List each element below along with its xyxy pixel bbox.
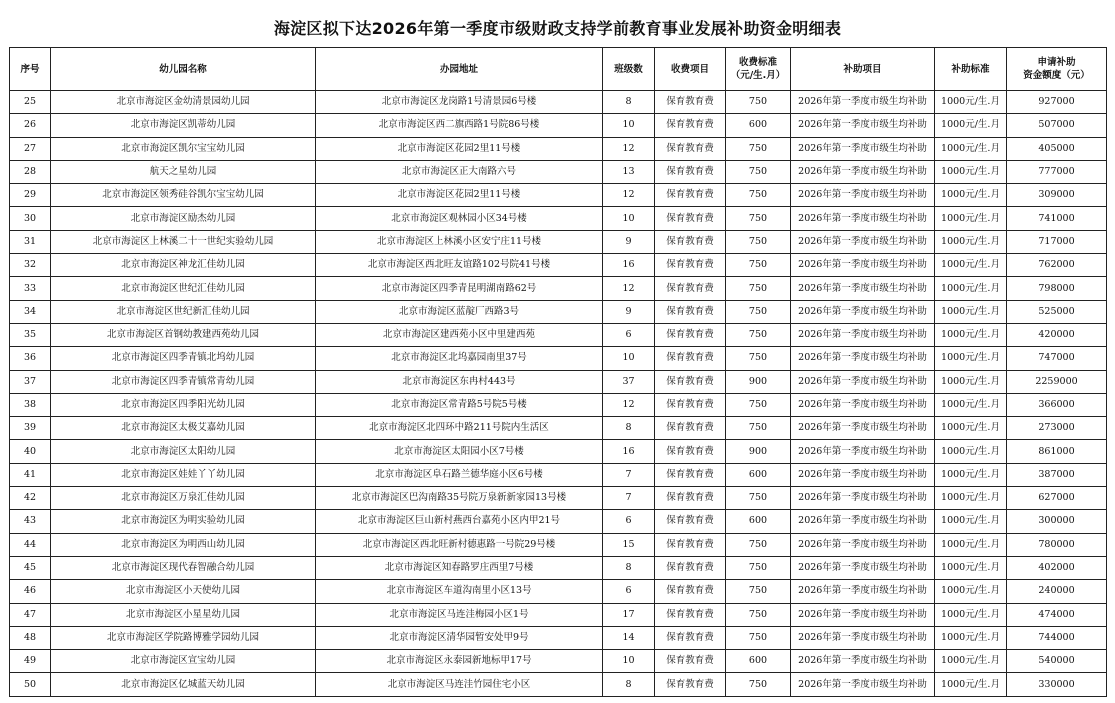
cell-subsidy-item: 2026年第一季度市级生均补助 [791,207,935,230]
cell-seq: 44 [10,533,51,556]
cell-subsidy-item: 2026年第一季度市级生均补助 [791,300,935,323]
cell-subsidy-item: 2026年第一季度市级生均补助 [791,347,935,370]
cell-subsidy-standard: 1000元/生.月 [935,347,1007,370]
cell-subsidy-standard: 1000元/生.月 [935,650,1007,673]
cell-seq: 32 [10,254,51,277]
header-classes: 班级数 [603,48,655,91]
cell-amount: 405000 [1007,137,1107,160]
table-row [10,463,1107,486]
cell-kindergarten-name: 北京市海淀区小天使幼儿园 [51,580,316,603]
cell-kindergarten-name: 北京市海淀区神龙汇佳幼儿园 [51,254,316,277]
cell-address: 北京市海淀区北坞嘉园南里37号 [316,347,603,370]
cell-amount: 330000 [1007,673,1107,696]
table-row [10,277,1107,300]
cell-kindergarten-name: 北京市海淀区凯蒂幼儿园 [51,114,316,137]
cell-fee-item: 保育教育费 [655,91,726,114]
table-row [10,137,1107,160]
cell-address: 北京市海淀区西二旗西路1号院86号楼 [316,114,603,137]
cell-address: 北京市海淀区永泰园新地标甲17号 [316,650,603,673]
cell-subsidy-item: 2026年第一季度市级生均补助 [791,603,935,626]
cell-fee-item: 保育教育费 [655,580,726,603]
cell-fee-standard: 750 [726,533,791,556]
cell-class-count: 12 [603,184,655,207]
cell-subsidy-item: 2026年第一季度市级生均补助 [791,417,935,440]
cell-subsidy-item: 2026年第一季度市级生均补助 [791,440,935,463]
cell-amount: 420000 [1007,323,1107,346]
cell-subsidy-standard: 1000元/生.月 [935,673,1007,696]
cell-class-count: 8 [603,673,655,696]
cell-address: 北京市海淀区上林溪小区安宁庄11号楼 [316,230,603,253]
cell-amount: 2259000 [1007,370,1107,393]
cell-class-count: 12 [603,277,655,300]
cell-seq: 48 [10,626,51,649]
cell-class-count: 10 [603,347,655,370]
cell-fee-standard: 750 [726,626,791,649]
cell-seq: 28 [10,160,51,183]
cell-fee-item: 保育教育费 [655,230,726,253]
cell-amount: 366000 [1007,393,1107,416]
cell-subsidy-standard: 1000元/生.月 [935,510,1007,533]
cell-kindergarten-name: 北京市海淀区为明西山幼儿园 [51,533,316,556]
cell-class-count: 15 [603,533,655,556]
table-row [10,370,1107,393]
cell-subsidy-standard: 1000元/生.月 [935,184,1007,207]
table-row [10,254,1107,277]
cell-seq: 38 [10,393,51,416]
cell-address: 北京市海淀区花园2里11号楼 [316,184,603,207]
cell-subsidy-item: 2026年第一季度市级生均补助 [791,160,935,183]
cell-amount: 540000 [1007,650,1107,673]
cell-class-count: 17 [603,603,655,626]
cell-fee-standard: 750 [726,184,791,207]
cell-amount: 861000 [1007,440,1107,463]
cell-subsidy-item: 2026年第一季度市级生均补助 [791,184,935,207]
cell-address: 北京市海淀区四季青昆明湖南路62号 [316,277,603,300]
table-row [10,650,1107,673]
table-row [10,533,1107,556]
cell-class-count: 6 [603,323,655,346]
cell-subsidy-item: 2026年第一季度市级生均补助 [791,487,935,510]
cell-fee-standard: 750 [726,207,791,230]
cell-subsidy-standard: 1000元/生.月 [935,580,1007,603]
table-row [10,580,1107,603]
cell-class-count: 10 [603,114,655,137]
cell-address: 北京市海淀区北四环中路211号院内生活区 [316,417,603,440]
cell-kindergarten-name: 北京市海淀区娃娃丫丫幼儿园 [51,463,316,486]
cell-address: 北京市海淀区常青路5号院5号楼 [316,393,603,416]
cell-kindergarten-name: 北京市海淀区励杰幼儿园 [51,207,316,230]
cell-fee-standard: 750 [726,254,791,277]
cell-subsidy-item: 2026年第一季度市级生均补助 [791,626,935,649]
cell-class-count: 16 [603,440,655,463]
cell-seq: 27 [10,137,51,160]
cell-seq: 35 [10,323,51,346]
table-row [10,626,1107,649]
cell-kindergarten-name: 北京市海淀区世纪汇佳幼儿园 [51,277,316,300]
cell-fee-standard: 750 [726,323,791,346]
cell-address: 北京市海淀区西北旺友谊路102号院41号楼 [316,254,603,277]
cell-class-count: 12 [603,137,655,160]
cell-fee-item: 保育教育费 [655,277,726,300]
cell-class-count: 8 [603,556,655,579]
cell-subsidy-item: 2026年第一季度市级生均补助 [791,370,935,393]
cell-amount: 762000 [1007,254,1107,277]
table-row [10,114,1107,137]
cell-amount: 798000 [1007,277,1107,300]
cell-seq: 47 [10,603,51,626]
cell-fee-standard: 750 [726,603,791,626]
cell-seq: 46 [10,580,51,603]
cell-fee-item: 保育教育费 [655,510,726,533]
cell-subsidy-item: 2026年第一季度市级生均补助 [791,254,935,277]
cell-amount: 507000 [1007,114,1107,137]
cell-address: 北京市海淀区巨山新村燕西台嘉苑小区内甲21号 [316,510,603,533]
cell-subsidy-standard: 1000元/生.月 [935,556,1007,579]
table-row [10,673,1107,696]
cell-class-count: 8 [603,91,655,114]
cell-class-count: 7 [603,487,655,510]
cell-fee-standard: 600 [726,510,791,533]
cell-kindergarten-name: 北京市海淀区学院路博雅学园幼儿园 [51,626,316,649]
cell-fee-item: 保育教育费 [655,160,726,183]
cell-address: 北京市海淀区观林园小区34号楼 [316,207,603,230]
cell-subsidy-item: 2026年第一季度市级生均补助 [791,91,935,114]
header-fee-item: 收费项目 [655,48,726,91]
cell-amount: 747000 [1007,347,1107,370]
cell-seq: 40 [10,440,51,463]
cell-fee-item: 保育教育费 [655,673,726,696]
header-address: 办园地址 [316,48,603,91]
cell-fee-standard: 750 [726,347,791,370]
cell-fee-standard: 750 [726,393,791,416]
cell-fee-standard: 750 [726,556,791,579]
cell-address: 北京市海淀区清华园暂安处甲9号 [316,626,603,649]
cell-amount: 741000 [1007,207,1107,230]
cell-subsidy-standard: 1000元/生.月 [935,463,1007,486]
cell-seq: 42 [10,487,51,510]
cell-address: 北京市海淀区太阳园小区7号楼 [316,440,603,463]
cell-kindergarten-name: 北京市海淀区四季青镇北坞幼儿园 [51,347,316,370]
cell-address: 北京市海淀区阜石路兰德华庭小区6号楼 [316,463,603,486]
cell-seq: 36 [10,347,51,370]
cell-subsidy-standard: 1000元/生.月 [935,114,1007,137]
cell-seq: 45 [10,556,51,579]
cell-class-count: 14 [603,626,655,649]
cell-fee-item: 保育教育费 [655,207,726,230]
table-row [10,91,1107,114]
header-fee-standard-line1: 收费标准 [738,57,777,68]
cell-address: 北京市海淀区龙岗路1号清景园6号楼 [316,91,603,114]
cell-address: 北京市海淀区马连洼梅园小区1号 [316,603,603,626]
cell-amount: 927000 [1007,91,1107,114]
cell-address: 北京市海淀区正大南路六号 [316,160,603,183]
header-fee-standard [726,48,791,91]
cell-kindergarten-name: 北京市海淀区亿城蓝天幼儿园 [51,673,316,696]
cell-fee-standard: 750 [726,137,791,160]
header-name: 幼儿园名称 [51,48,316,91]
cell-fee-item: 保育教育费 [655,370,726,393]
cell-amount: 309000 [1007,184,1107,207]
table-row [10,323,1107,346]
cell-fee-item: 保育教育费 [655,347,726,370]
cell-fee-item: 保育教育费 [655,254,726,277]
cell-seq: 50 [10,673,51,696]
cell-amount: 273000 [1007,417,1107,440]
cell-kindergarten-name: 北京市海淀区首钢幼教建西苑幼儿园 [51,323,316,346]
cell-subsidy-standard: 1000元/生.月 [935,160,1007,183]
cell-seq: 41 [10,463,51,486]
cell-kindergarten-name: 北京市海淀区四季阳光幼儿园 [51,393,316,416]
cell-class-count: 10 [603,207,655,230]
cell-amount: 474000 [1007,603,1107,626]
cell-class-count: 10 [603,650,655,673]
cell-seq: 30 [10,207,51,230]
cell-kindergarten-name: 北京市海淀区凯尔宝宝幼儿园 [51,137,316,160]
cell-subsidy-item: 2026年第一季度市级生均补助 [791,137,935,160]
cell-address: 北京市海淀区马连洼竹园住宅小区 [316,673,603,696]
cell-seq: 29 [10,184,51,207]
cell-amount: 300000 [1007,510,1107,533]
cell-fee-item: 保育教育费 [655,323,726,346]
cell-seq: 31 [10,230,51,253]
cell-subsidy-item: 2026年第一季度市级生均补助 [791,533,935,556]
cell-subsidy-standard: 1000元/生.月 [935,626,1007,649]
cell-kindergarten-name: 北京市海淀区上林溪二十一世纪实验幼儿园 [51,230,316,253]
cell-fee-item: 保育教育费 [655,463,726,486]
cell-fee-standard: 750 [726,487,791,510]
cell-fee-item: 保育教育费 [655,137,726,160]
cell-class-count: 9 [603,300,655,323]
table-row [10,184,1107,207]
cell-subsidy-standard: 1000元/生.月 [935,91,1007,114]
cell-fee-item: 保育教育费 [655,626,726,649]
cell-subsidy-item: 2026年第一季度市级生均补助 [791,673,935,696]
table-row [10,300,1107,323]
table-row [10,510,1107,533]
cell-fee-standard: 750 [726,230,791,253]
cell-fee-standard: 750 [726,91,791,114]
cell-fee-standard: 750 [726,580,791,603]
cell-seq: 25 [10,91,51,114]
cell-class-count: 9 [603,230,655,253]
header-subsidy-item: 补助项目 [791,48,935,91]
cell-seq: 39 [10,417,51,440]
cell-fee-standard: 900 [726,370,791,393]
cell-subsidy-item: 2026年第一季度市级生均补助 [791,463,935,486]
cell-subsidy-item: 2026年第一季度市级生均补助 [791,114,935,137]
cell-subsidy-standard: 1000元/生.月 [935,533,1007,556]
cell-kindergarten-name: 北京市海淀区宣宝幼儿园 [51,650,316,673]
cell-fee-standard: 600 [726,114,791,137]
cell-seq: 33 [10,277,51,300]
cell-address: 北京市海淀区花园2里11号楼 [316,137,603,160]
cell-class-count: 8 [603,417,655,440]
cell-fee-standard: 750 [726,277,791,300]
cell-address: 北京市海淀区巴沟南路35号院万泉新新家园13号楼 [316,487,603,510]
cell-fee-standard: 750 [726,300,791,323]
cell-fee-item: 保育教育费 [655,533,726,556]
table-row [10,393,1107,416]
cell-amount: 627000 [1007,487,1107,510]
cell-kindergarten-name: 北京市海淀区太极艾嘉幼儿园 [51,417,316,440]
cell-amount: 717000 [1007,230,1107,253]
cell-subsidy-standard: 1000元/生.月 [935,277,1007,300]
cell-kindergarten-name: 北京市海淀区万泉汇佳幼儿园 [51,487,316,510]
header-amount [1007,48,1107,91]
cell-kindergarten-name: 北京市海淀区四季青镇常青幼儿园 [51,370,316,393]
cell-subsidy-standard: 1000元/生.月 [935,207,1007,230]
table-row [10,347,1107,370]
cell-amount: 402000 [1007,556,1107,579]
cell-kindergarten-name: 北京市海淀区金幼清景园幼儿园 [51,91,316,114]
cell-class-count: 6 [603,510,655,533]
table-row [10,417,1107,440]
cell-fee-standard: 750 [726,160,791,183]
cell-address: 北京市海淀区车道沟南里小区13号 [316,580,603,603]
cell-fee-item: 保育教育费 [655,556,726,579]
cell-amount: 780000 [1007,533,1107,556]
cell-seq: 43 [10,510,51,533]
header-subsidy-standard: 补助标准 [935,48,1007,91]
subsidy-table [9,47,1107,697]
cell-kindergarten-name: 北京市海淀区为明实验幼儿园 [51,510,316,533]
table-row [10,556,1107,579]
cell-amount: 387000 [1007,463,1107,486]
cell-subsidy-standard: 1000元/生.月 [935,440,1007,463]
cell-class-count: 16 [603,254,655,277]
cell-subsidy-item: 2026年第一季度市级生均补助 [791,230,935,253]
table-row [10,440,1107,463]
cell-amount: 525000 [1007,300,1107,323]
cell-fee-item: 保育教育费 [655,114,726,137]
cell-seq: 26 [10,114,51,137]
table-row [10,603,1107,626]
cell-subsidy-item: 2026年第一季度市级生均补助 [791,277,935,300]
cell-fee-item: 保育教育费 [655,487,726,510]
cell-kindergarten-name: 北京市海淀区领秀硅谷凯尔宝宝幼儿园 [51,184,316,207]
cell-subsidy-standard: 1000元/生.月 [935,393,1007,416]
cell-address: 北京市海淀区西北旺新村德惠路一号院29号楼 [316,533,603,556]
cell-class-count: 7 [603,463,655,486]
table-row [10,487,1107,510]
header-amount-line1: 申请补助 [1037,57,1076,68]
cell-fee-standard: 750 [726,673,791,696]
cell-kindergarten-name: 北京市海淀区现代春智融合幼儿园 [51,556,316,579]
cell-subsidy-item: 2026年第一季度市级生均补助 [791,580,935,603]
cell-seq: 34 [10,300,51,323]
cell-seq: 37 [10,370,51,393]
cell-seq: 49 [10,650,51,673]
cell-subsidy-item: 2026年第一季度市级生均补助 [791,510,935,533]
cell-subsidy-item: 2026年第一季度市级生均补助 [791,393,935,416]
cell-subsidy-standard: 1000元/生.月 [935,487,1007,510]
table-row [10,230,1107,253]
cell-subsidy-standard: 1000元/生.月 [935,254,1007,277]
cell-kindergarten-name: 北京市海淀区太阳幼儿园 [51,440,316,463]
cell-kindergarten-name: 航天之星幼儿园 [51,160,316,183]
header-amount-line2: 资金额度（元） [1023,70,1090,81]
cell-fee-item: 保育教育费 [655,393,726,416]
cell-subsidy-item: 2026年第一季度市级生均补助 [791,650,935,673]
cell-subsidy-item: 2026年第一季度市级生均补助 [791,323,935,346]
cell-amount: 777000 [1007,160,1107,183]
cell-fee-item: 保育教育费 [655,184,726,207]
cell-kindergarten-name: 北京市海淀区小星星幼儿园 [51,603,316,626]
cell-address: 北京市海淀区蓝靛厂西路3号 [316,300,603,323]
table-row [10,207,1107,230]
cell-subsidy-standard: 1000元/生.月 [935,323,1007,346]
cell-kindergarten-name: 北京市海淀区世纪新汇佳幼儿园 [51,300,316,323]
cell-fee-standard: 900 [726,440,791,463]
cell-subsidy-standard: 1000元/生.月 [935,370,1007,393]
cell-fee-item: 保育教育费 [655,300,726,323]
cell-subsidy-item: 2026年第一季度市级生均补助 [791,556,935,579]
cell-fee-standard: 600 [726,650,791,673]
table-body [10,91,1107,697]
cell-address: 北京市海淀区东冉村443号 [316,370,603,393]
cell-fee-item: 保育教育费 [655,603,726,626]
table-row [10,160,1107,183]
cell-fee-item: 保育教育费 [655,440,726,463]
cell-subsidy-standard: 1000元/生.月 [935,417,1007,440]
cell-class-count: 37 [603,370,655,393]
cell-fee-standard: 750 [726,417,791,440]
header-fee-standard-line2: （元/生.月） [730,70,786,81]
cell-class-count: 12 [603,393,655,416]
cell-address: 北京市海淀区建西苑小区中里建西苑 [316,323,603,346]
cell-amount: 240000 [1007,580,1107,603]
cell-subsidy-standard: 1000元/生.月 [935,137,1007,160]
page-title: 海淀区拟下达2026年第一季度市级财政支持学前教育事业发展补助资金明细表 [273,19,842,38]
cell-subsidy-standard: 1000元/生.月 [935,300,1007,323]
header-seq: 序号 [10,48,51,91]
cell-class-count: 13 [603,160,655,183]
cell-fee-item: 保育教育费 [655,650,726,673]
cell-subsidy-standard: 1000元/生.月 [935,603,1007,626]
cell-fee-standard: 600 [726,463,791,486]
cell-fee-item: 保育教育费 [655,417,726,440]
cell-subsidy-standard: 1000元/生.月 [935,230,1007,253]
cell-address: 北京市海淀区知春路罗庄西里7号楼 [316,556,603,579]
cell-amount: 744000 [1007,626,1107,649]
cell-class-count: 6 [603,580,655,603]
table-header-row [10,48,1107,91]
